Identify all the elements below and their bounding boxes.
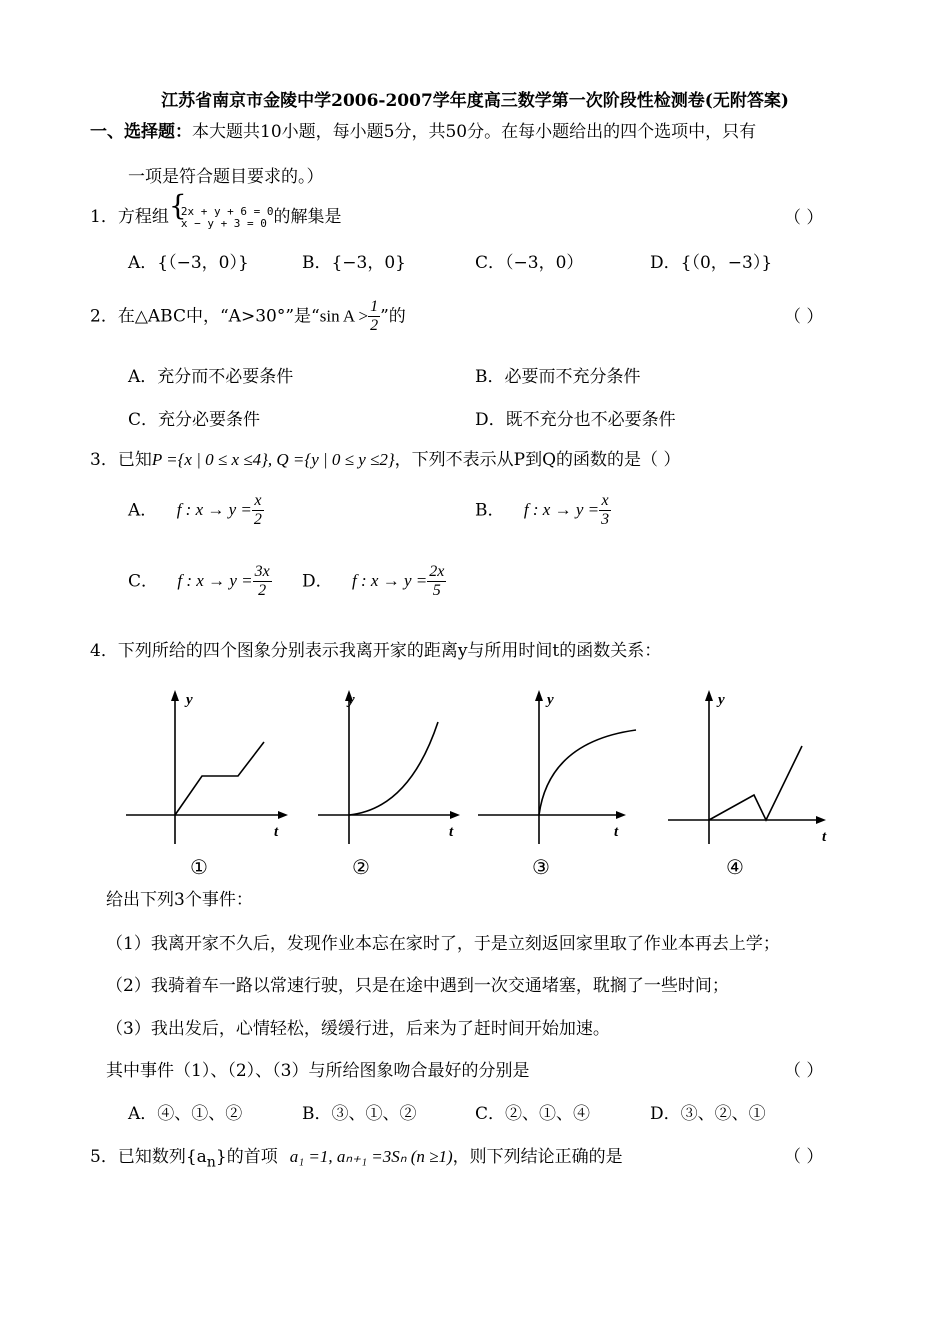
q3-option-d [302,563,446,601]
question-1 [90,188,342,230]
q3-option-b-label: B． [475,500,505,521]
q2-pre: 在△ABC中，“A>30°”是“ [117,306,320,327]
graph-3-curve [539,730,636,815]
frac-den: 3 [601,511,610,529]
q2-answer-paren: （ ） [784,307,824,327]
q4-number: 4． [90,641,118,661]
graph-4 [664,684,834,849]
q3-option-b-frac [599,492,611,530]
arrow-icon [450,811,460,819]
q4-event-1: （1）我离开家不久后，发现作业本忘在家时了，于是立刻返回家里取了作业本再去上学； [106,934,780,954]
question-5 [90,1142,623,1170]
q3-option-a [128,492,264,530]
q3-option-d-label: D． [302,571,333,592]
q3-option-b-map: f : x → y = [523,500,600,520]
section-heading [90,117,756,142]
page-title: 江苏省南京市金陵中学2006-2007学年度高三数学第一次阶段性检测卷(无附答案) [161,91,789,111]
q3-option-a-frac [252,492,264,530]
frac-num: x [599,492,611,511]
q4-events-intro: 给出下列3个事件： [106,890,253,910]
q4-option-c: C．②、①、④ [475,1104,591,1124]
q2-math: sin A > [319,306,369,326]
graph-3 [474,684,644,849]
graph-3-t-label: t [614,824,619,840]
q4-option-b: B．③、①、② [302,1104,417,1124]
q1-number: 1． [90,207,118,227]
q5-math: a₁ =1, aₙ₊₁ =3Sₙ (n ≥1) [289,1147,453,1166]
graph-4-label: ④ [726,855,744,879]
frac-num: 2x [427,563,446,582]
q1-equation-system [168,188,274,230]
section-instructions: 本大题共10小题，每小题5分，共50分。在每小题给出的四个选项中，只有 [192,122,757,142]
q3-number: 3． [90,450,118,470]
arrow-icon [278,811,288,819]
q3-pre: 已知 [117,450,152,470]
q5-post: ，则下列结论正确的是 [452,1147,623,1167]
q3-option-a-map: f : x → y = [176,500,252,520]
q3-option-c-map: f : x → y = [177,571,253,591]
q2-number: 2． [90,306,118,327]
graph-1-label: ① [190,855,208,879]
q3-option-b [475,492,611,530]
q4-event-2: （2）我骑着车一路以常速行驶，只是在途中遇到一次交通堵塞，耽搁了一些时间； [106,976,729,996]
q3-option-c [128,563,272,601]
q1-option-b: B．{−3，0} [302,253,407,273]
q2-option-d: D．既不充分也不必要条件 [475,410,676,430]
q1-post: 的解集是 [273,207,342,227]
graph-2-y-label: y [348,692,355,708]
q2-frac-den: 2 [370,317,379,335]
q3-option-d-frac [427,563,446,601]
q4-option-a: A．④、①、② [128,1104,243,1124]
question-2 [90,298,406,336]
frac-num: 3x [253,563,272,582]
q3-math: P ={x | 0 ≤ x ≤4}, Q ={y | 0 ≤ y ≤2} [151,450,395,469]
question-4 [90,636,661,661]
q1-eq1: 2x + y + 6 = 0 [180,204,274,218]
frac-den: 5 [432,582,441,600]
q3-option-d-map: f : x → y = [352,571,428,591]
q5-number: 5． [90,1147,118,1167]
graph-1-t-label: t [274,824,279,840]
q1-answer-paren: （ ） [784,208,824,228]
q5-pre: 已知数列{a [117,1147,207,1167]
frac-den: 2 [253,511,262,529]
q2-frac-num: 1 [368,298,380,317]
graph-3-y-label: y [547,692,554,708]
section-instructions-cont: 一项是符合题目要求的。） [128,167,324,187]
graph-3-label: ③ [532,855,550,879]
q4-question: 其中事件（1）、（2）、（3）与所给图象吻合最好的分别是 [106,1061,530,1081]
frac-num: x [252,492,264,511]
graph-2-label: ② [352,855,370,879]
arrow-icon [616,811,626,819]
q2-option-c: C．充分必要条件 [128,410,261,430]
graph-4-y-label: y [718,692,725,708]
q4-stem: 下列所给的四个图象分别表示我离开家的距离y与所用时间t的函数关系： [117,641,662,661]
q3-option-c-label: C． [128,571,159,592]
arrow-icon [535,690,543,701]
graph-4-curve [709,746,802,820]
graph-2-curve [349,722,438,815]
frac-den: 2 [258,582,267,600]
arrow-icon [171,690,179,701]
q2-option-a: A．充分而不必要条件 [128,367,294,387]
q1-pre: 方程组 [117,207,169,227]
q5-pre2: }的首项 [215,1147,278,1167]
question-3 [90,445,680,470]
graph-1 [122,684,292,849]
q3-option-c-frac [253,563,272,601]
q2-post: ”的 [380,306,406,327]
q1-eq2: x − y + 3 = 0 [180,216,267,230]
q1-option-d: D．{（0，−3）} [650,253,773,273]
q1-option-a: A．{（−3，0）} [128,253,249,273]
q4-option-d: D．③、②、① [650,1104,766,1124]
q5-sub: n [206,1154,216,1171]
graph-1-curve [175,742,264,815]
q2-fraction [368,298,380,336]
arrow-icon [705,690,713,701]
graph-1-y-label: y [186,692,193,708]
q5-answer-paren: （ ） [784,1147,824,1167]
arrow-icon [816,816,826,824]
brace-icon: { [168,188,187,222]
q1-option-c: C．（−3，0） [475,253,584,273]
graph-2 [314,684,484,849]
q3-post: ，下列不表示从P到Q的函数的是（ ） [394,450,681,470]
q4-answer-paren: （ ） [784,1061,824,1081]
section-label: 一、选择题： [90,122,192,142]
graph-4-t-label: t [822,829,827,845]
graph-2-t-label: t [449,824,454,840]
q4-event-3: （3）我出发后，心情轻松，缓缓行进，后来为了赶时间开始加速。 [106,1019,610,1039]
q2-option-b: B．必要而不充分条件 [475,367,641,387]
q3-option-a-label: A． [128,500,158,521]
